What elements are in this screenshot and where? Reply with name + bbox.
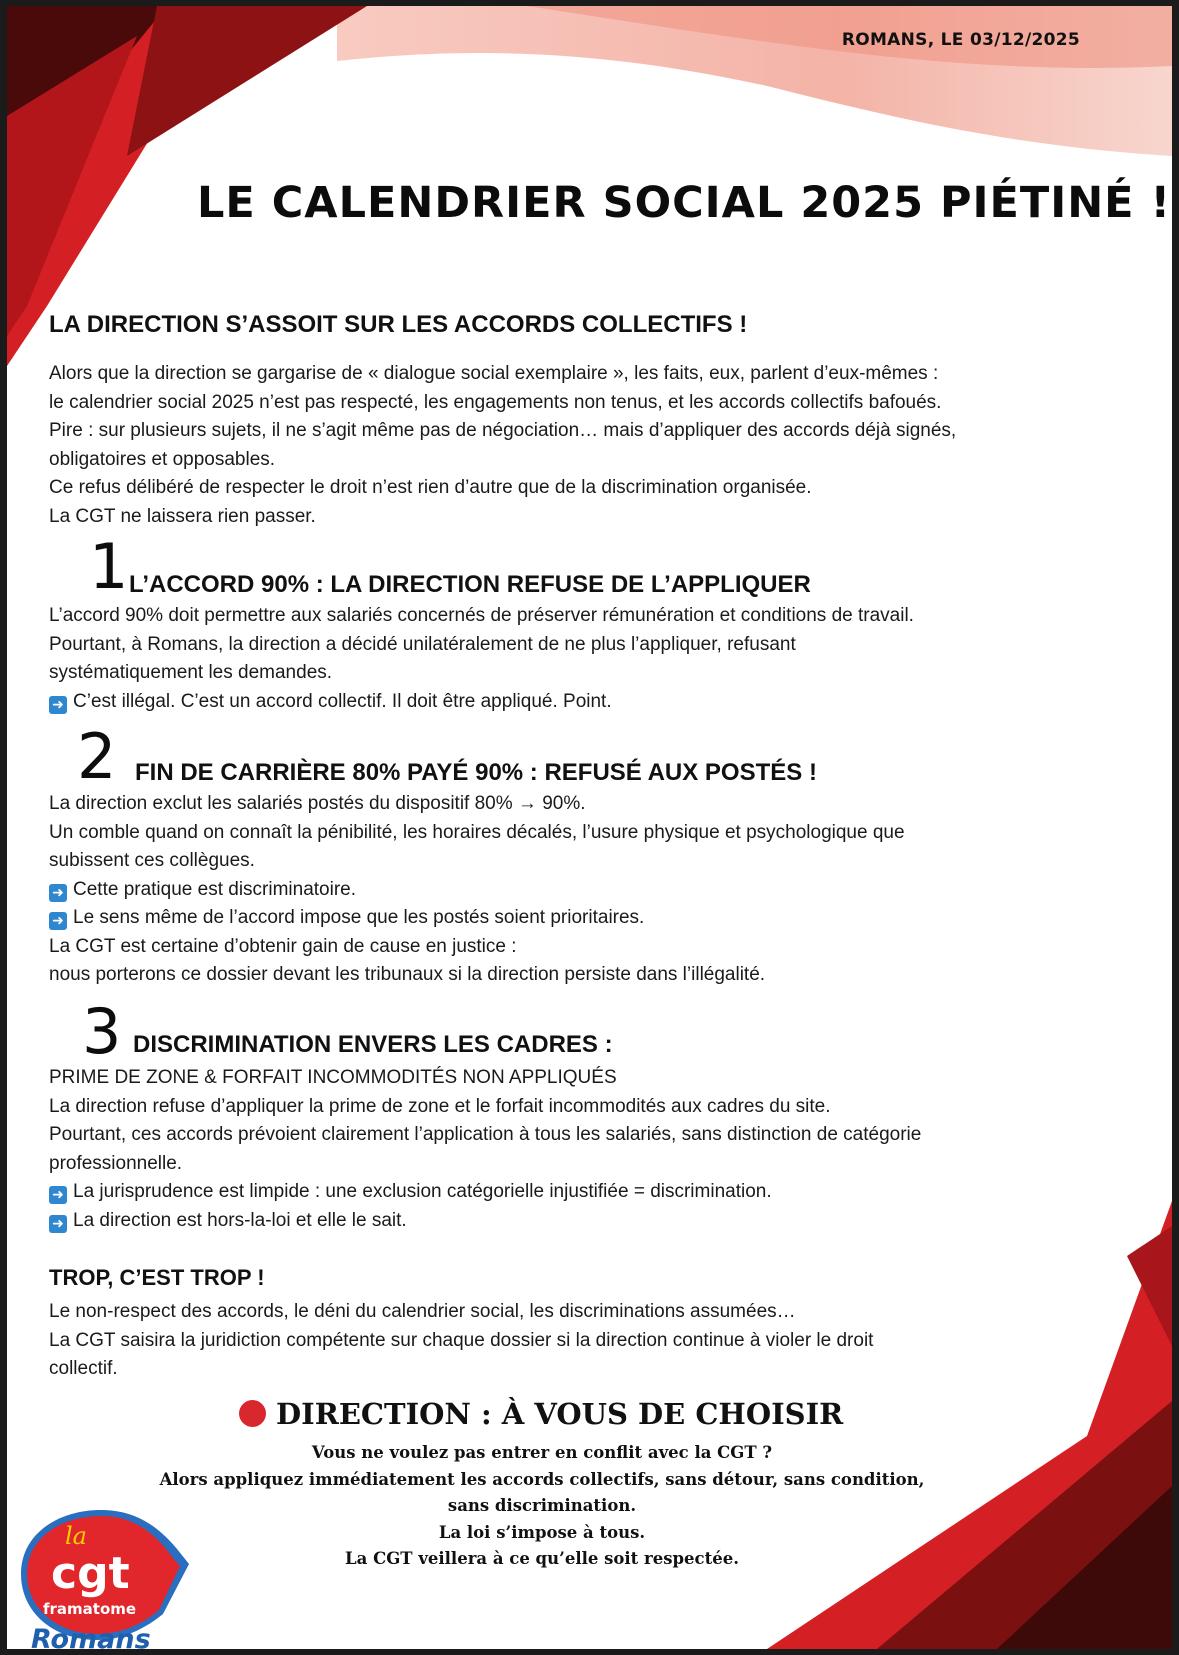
intro-paragraph	[49, 360, 956, 531]
final-heading: DIRECTION : À VOUS DE CHOISIR	[239, 1397, 843, 1431]
date-line: ROMANS, LE 03/12/2025	[841, 30, 1080, 50]
logo-site: Romans	[31, 1624, 151, 1652]
section-2-line: subissent ces collègues.	[49, 850, 255, 871]
conclusion-line: collectif.	[49, 1358, 118, 1379]
section-1-line: L’accord 90% doit permettre aux salariés concernés de préserver rémunération et conditions de travail.	[49, 605, 914, 626]
cgt-framatome-logo	[13, 1502, 193, 1652]
intro-line: Pire : sur plusieurs sujets, il ne s’agit même pas de négociation… mais d’appliquer des accords déjà signés,	[49, 420, 957, 441]
final-line: sans discrimination.	[447, 1496, 637, 1515]
section-2-heading: FIN DE CARRIÈRE 80% PAYÉ 90% : REFUSÉ AUX POSTÉS !	[135, 759, 817, 786]
section-2-bullet: ➜ Le sens même de l’accord impose que les postés soient prioritaires.	[49, 904, 905, 933]
conclusion-heading: TROP, C’EST TROP !	[49, 1265, 265, 1290]
section-3-line: PRIME DE ZONE & FORFAIT INCOMMODITÉS NON APPLIQUÉS	[49, 1067, 617, 1088]
section-3-bullet: ➜ La jurisprudence est limpide : une exclusion catégorielle injustifiée = discrimination.	[49, 1178, 921, 1207]
final-line: La CGT veillera à ce qu’elle soit respectée.	[345, 1549, 739, 1568]
intro-heading: LA DIRECTION S’ASSOIT SUR LES ACCORDS COLLECTIFS !	[49, 311, 748, 338]
intro-line: Alors que la direction se gargarise de « dialogue social exemplaire », les faits, eux, parlent d’eux-mêmes :	[49, 363, 939, 384]
arrow-right-icon: ➜	[49, 912, 67, 930]
section-3-number: 3	[82, 995, 122, 1068]
conclusion-body	[49, 1298, 873, 1384]
section-1-line: Pourtant, à Romans, la direction a décidé unilatéralement de ne plus l’appliquer, refusant	[49, 633, 796, 655]
section-3-line: professionnelle.	[49, 1152, 183, 1174]
final-line: La loi s’impose à tous.	[438, 1522, 646, 1542]
section-3-line: Pourtant, ces accords prévoient clairement l’application à tous les salariés, sans distinction de catégorie	[49, 1124, 922, 1145]
final-line: Vous ne voulez pas entrer en conflit avec la CGT ?	[311, 1443, 773, 1462]
section-1-bullet: ➜ C’est illégal. C’est un accord collectif. Il doit être appliqué. Point.	[49, 688, 914, 717]
final-message	[127, 1440, 957, 1573]
intro-line: La CGT ne laissera rien passer.	[49, 505, 316, 527]
logo-company: framatome	[43, 1600, 137, 1618]
section-2-line: La CGT est certaine d’obtenir gain de cause en justice :	[49, 935, 517, 957]
arrow-right-icon: ➜	[49, 884, 67, 902]
section-2-line: nous porterons ce dossier devant les tribunaux si la direction persiste dans l’illégalité.	[49, 964, 766, 985]
section-1-heading: L’ACCORD 90% : LA DIRECTION REFUSE DE L’APPLIQUER	[129, 571, 811, 598]
logo-la: la	[65, 1522, 87, 1550]
conclusion-line: Le non-respect des accords, le déni du calendrier social, les discriminations assumées…	[49, 1301, 796, 1322]
section-2-bullet: ➜ Cette pratique est discriminatoire.	[49, 876, 905, 905]
section-2-line: Un comble quand on connaît la pénibilité, les horaires décalés, l’usure physique et psychologique que	[49, 821, 905, 843]
conclusion-line: La CGT saisira la juridiction compétente sur chaque dossier si la direction continue à violer le droit	[49, 1329, 874, 1351]
section-1-body	[49, 602, 914, 716]
section-1-number: 1	[89, 530, 129, 603]
section-2-body	[49, 790, 905, 990]
section-2-number: 2	[77, 720, 117, 793]
flyer-page	[7, 6, 1172, 1652]
final-line: Alors appliquez immédiatement les accords collectifs, sans détour, sans condition,	[159, 1469, 925, 1489]
intro-line: Ce refus délibéré de respecter le droit n’est rien d’autre que de la discrimination organisée.	[49, 477, 812, 498]
section-3-heading: DISCRIMINATION ENVERS LES CADRES :	[133, 1031, 613, 1058]
section-1-line: systématiquement les demandes.	[49, 662, 333, 683]
arrow-right-icon: ➜	[49, 1186, 67, 1204]
intro-line: le calendrier social 2025 n’est pas respecté, les engagements non tenus, et les accords collectifs bafoués.	[49, 391, 942, 413]
arrow-right-icon: ➜	[49, 696, 67, 714]
intro-line: obligatoires et opposables.	[49, 448, 276, 470]
section-3-line: La direction refuse d’appliquer la prime de zone et le forfait incommodités aux cadres du site.	[49, 1095, 831, 1117]
page-title: LE CALENDRIER SOCIAL 2025 PIÉTINÉ !	[197, 178, 1172, 228]
logo-cgt: cgt	[51, 1548, 130, 1599]
section-3-bullet: ➜ La direction est hors-la-loi et elle le sait.	[49, 1207, 921, 1236]
arrow-right-icon: ➜	[49, 1215, 67, 1233]
red-circle-icon	[239, 1400, 266, 1427]
section-2-line: La direction exclut les salariés postés du dispositif 80% → 90%.	[49, 793, 586, 814]
section-3-body	[49, 1064, 921, 1235]
